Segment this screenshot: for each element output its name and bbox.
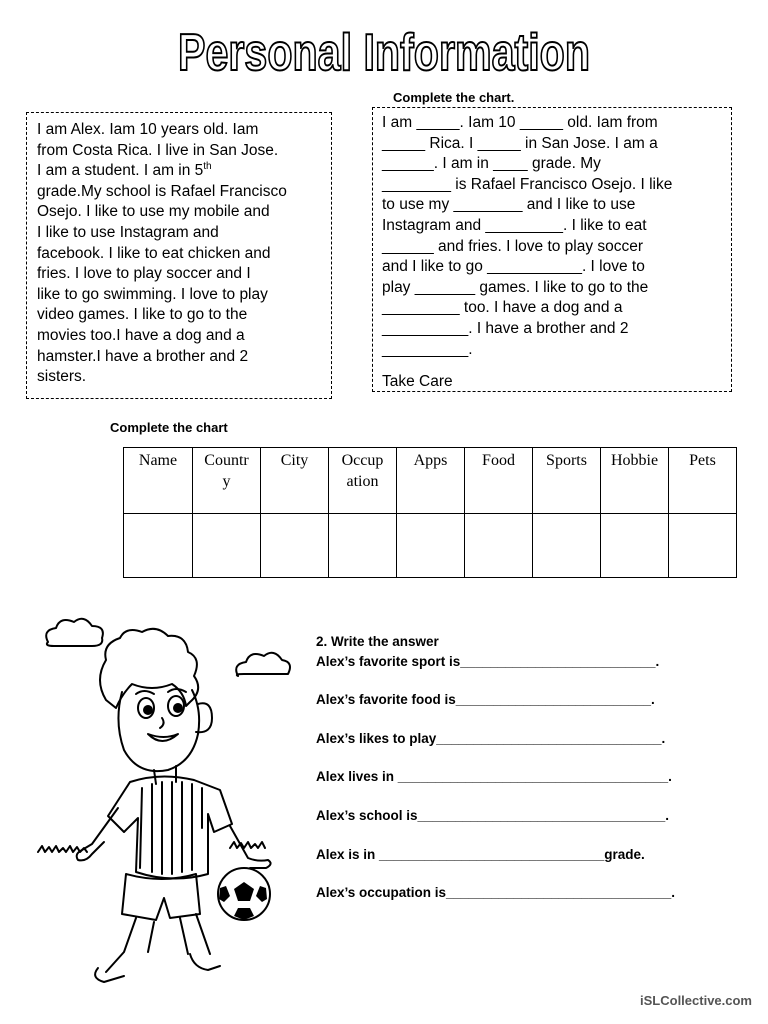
reading-text-part1: I am Alex. Iam 10 years old. Iam from Costa Rica. I live in San Jose. I am a student. I am in 5 [37,121,279,180]
answer-cell[interactable] [465,514,533,578]
col-occupation-label: Occup ation [341,452,384,490]
answer-cell[interactable] [261,514,329,578]
col-pets [669,448,737,514]
info-chart-table [123,447,737,578]
reading-text-box [26,112,332,399]
cloud-right-icon [236,653,290,676]
table-answer-row [124,514,737,578]
col-apps-label: Apps [413,452,448,469]
title-outline-text [174,18,594,80]
question-school[interactable]: Alex’s school is_________________________________. [316,808,670,823]
answer-cell[interactable] [193,514,261,578]
shoe-icon [95,968,124,982]
col-city [261,448,329,514]
shorts-icon [122,874,200,920]
title-text: Personal Information [178,24,590,82]
hair-icon [100,629,198,708]
question-occupation[interactable]: Alex’s occupation is______________________________. [316,885,676,900]
page-title [0,18,768,80]
watermark: iSLCollective.com [640,993,752,1008]
right-heading: Complete the chart. [393,90,515,105]
col-sports-label: Sports [546,452,587,469]
left-arm-icon [77,808,118,860]
question-likes-to-play[interactable]: Alex’s likes to play______________________________. [316,731,666,746]
shirt-icon [108,776,232,878]
answer-cell[interactable] [329,514,397,578]
answer-cell[interactable] [601,514,669,578]
cloud-left-icon [46,619,103,646]
table-header-row [124,448,737,514]
question-lives-in[interactable]: Alex lives in ____________________________________. [316,769,672,784]
col-name [124,448,193,514]
col-hobbie-label: Hobbie [610,452,659,469]
reading-text-sup: th [203,161,212,173]
col-apps [397,448,465,514]
face-icon [118,690,199,771]
answer-cell[interactable] [533,514,601,578]
col-food-label: Food [482,452,515,469]
answer-cell[interactable] [124,514,193,578]
question-grade[interactable]: Alex is in ______________________________grade. [316,847,645,862]
illustration-svg [30,612,290,932]
col-occupation [329,448,397,514]
soccer-ball-icon [218,868,270,920]
chart-heading: Complete the chart [110,420,228,435]
reading-text [37,120,327,388]
cloze-text-box [372,107,732,392]
col-pets-label: Pets [689,452,716,469]
answer-cell[interactable] [669,514,737,578]
answer-cell[interactable] [397,514,465,578]
col-name-label: Name [138,452,178,469]
reading-text-part2: grade.My school is Rafael Francisco Osejo. I like to use my mobile and I like to use Instagram and facebook. I like to eat chicken and fries. I love to play soccer and I like to go swimming. I love to play video games. I like to go to the movies too.I have a dog and a hamster.I have a brother and 2 sisters. [37,182,287,386]
boy-soccer-illustration [30,612,290,937]
questions-heading: 2. Write the answer [316,634,439,649]
col-country [193,448,261,514]
cloze-text: I am _____. Iam 10 _____ old. Iam from _____ Rica. I _____ in San Jose. I am a ______. I am in ____ grade. My ________ is Rafael Francisco Osejo. I like to use my ________ and I like to use Instagram and _________. I like to eat ______ and fries. I love to play soccer and I like to go ___________. I love to play _______ games. I like to go to the _________ too. I have a dog and a __________. I have a brother and 2 __________. [382,114,673,358]
col-hobbie [601,448,669,514]
mouth-icon [148,734,178,741]
question-favorite-sport[interactable]: Alex’s favorite sport is__________________________. [316,654,660,669]
cloze-signoff: Take Care [382,373,453,390]
col-food [465,448,533,514]
col-country-label: Countr y [204,452,249,490]
col-sports [533,448,601,514]
col-city-label: City [280,452,309,469]
question-favorite-food[interactable]: Alex’s favorite food is__________________________. [316,692,655,707]
